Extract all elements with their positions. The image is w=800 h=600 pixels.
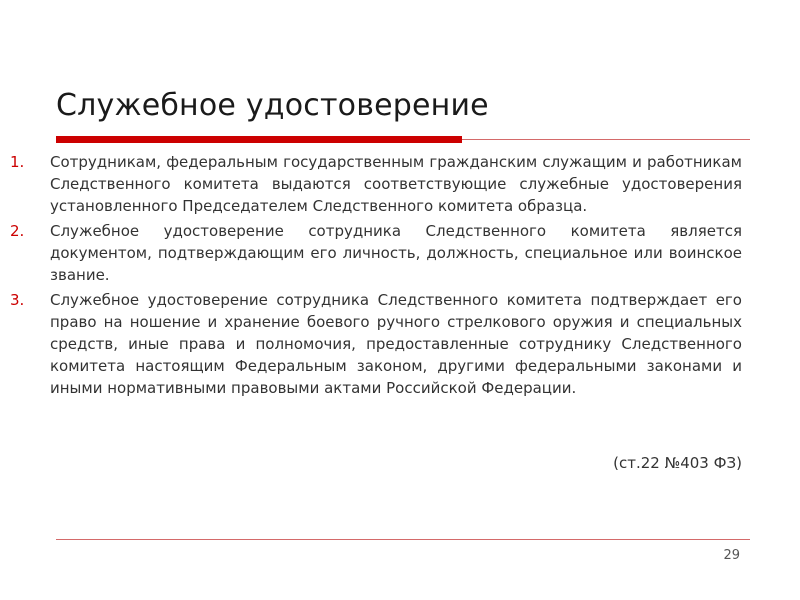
list-item-number: 2. bbox=[10, 222, 25, 240]
list-item-text: Служебное удостоверение сотрудника Следственного комитета является документом, подтверждающим его личность, должность, специальное или воинское звание. bbox=[50, 222, 742, 284]
list-item-text: Служебное удостоверение сотрудника Следственного комитета подтверждает его право на ношение и хранение боевого ручного стрелкового оружия и специальных средств, иные права и полномочия, предоставленные сотруднику Следственного комитета настоящим Федеральным законом, другими федеральными законами и иными нормативными правовыми актами Российской Федерации. bbox=[50, 291, 742, 397]
law-citation: (ст.22 №403 ФЗ) bbox=[613, 454, 742, 472]
list-item-number: 1. bbox=[10, 153, 25, 171]
list-item bbox=[10, 151, 742, 217]
title-underline-rule bbox=[462, 139, 750, 140]
footer-rule bbox=[56, 539, 750, 540]
list-item-number: 3. bbox=[10, 291, 25, 309]
numbered-list bbox=[10, 151, 742, 402]
list-item bbox=[10, 220, 742, 286]
list-item bbox=[10, 289, 742, 399]
title-underline-bar bbox=[56, 136, 462, 143]
page-number: 29 bbox=[723, 548, 740, 563]
slide-title: Служебное удостоверение bbox=[56, 88, 489, 123]
list-item-text: Сотрудникам, федеральным государственным гражданским служащим и работникам Следственного комитета выдаются соответствующие служебные удостоверения установленного Председателем Следственного комитета образца. bbox=[50, 153, 742, 215]
